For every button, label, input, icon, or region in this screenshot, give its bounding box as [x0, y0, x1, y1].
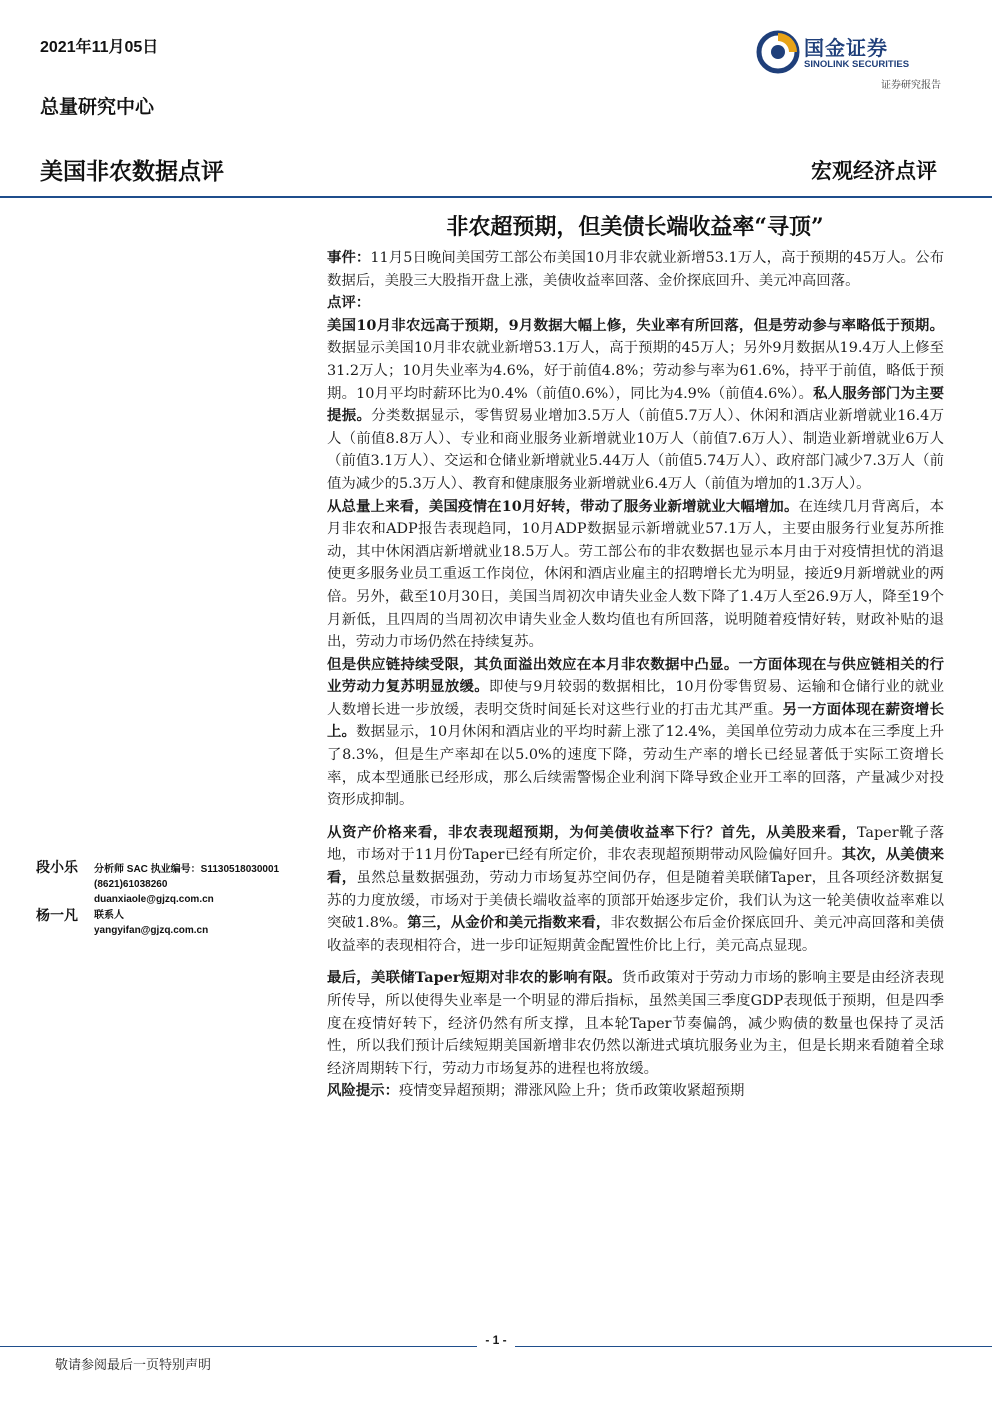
paragraph-text: 分类数据显示，零售贸易业增加3.5万人（前值5.7万人）、休闲和酒店业新增就业16.4万人（前值8.8万人）、专业和商业服务业新增就业10万人（前值7.6万人）、制造业新增就业6万人（前值3.1万人）、交运和仓储业新增就业5.44万人（前值5.74万人）、政府部门减少7.3万人（前值为减少的5.3万人）、教育和健康服务业新增就业6.4万人（前值为增加的1.3万人）。	[327, 408, 944, 492]
logo-subtitle: 证券研究报告	[881, 80, 941, 91]
analyst-sac: 分析师 SAC 执业编号：S1130518030001	[94, 864, 280, 875]
paragraph-lead: 私人服务部门为主要提振。	[327, 384, 944, 425]
analyst-name: 段小乐	[36, 860, 78, 876]
logo-english: SINOLINK SECURITIES	[804, 59, 910, 70]
paragraph-text: 11月5日晚间美国劳工部公布美国10月非农就业新增53.1万人，高于预期的45万人。公布数据后，美股三大股指开盘上涨，美债收益率回落、金价探底回升、美元冲高回落。	[327, 250, 944, 289]
paragraph-gap	[327, 957, 944, 967]
paragraph-text: Taper靴子落地，市场对于11月份Taper已经有所定价，非农表现超预期带动风险偏好回升。	[327, 824, 944, 864]
paragraph-lead: 从总量上来看，美国疫情在10月好转，带动了服务业新增就业大幅增加。	[327, 497, 799, 515]
contact-name: 杨一凡	[36, 908, 78, 924]
report-body	[327, 247, 944, 1103]
logo-mark-icon	[756, 30, 800, 74]
paragraph-text: 数据显示，10月休闲和酒店业的平均时薪上涨了12.4%，美国单位劳动力成本在三季度上升了8.3%，但是生产率却在以5.0%的速度下降，劳动生产率的增长已经显著低于实际工资增长率，成本型通胀已经形成，那么后续需警惕企业利润下降导致企业开工率的回落，产量减少对投资形成抑制。	[327, 724, 944, 809]
paragraph-text: 虽然总量数据强劲，劳动力市场复苏空间仍存，但是随着美联储Taper，且各项经济数据复苏的力度放缓，市场对于美债长端收益率的顶部开始逐步定价，我们认为这一轮美债收益率难以突破1.8%。	[327, 870, 944, 932]
analyst-email: duanxiaole@gjzq.com.cn	[94, 894, 214, 905]
paragraph-text: 即使与9月较弱的数据相比，10月份零售贸易、运输和仓储行业的就业人数增长进一步放缓，表明交货时间延长对这些行业的打击尤其严重。	[327, 679, 944, 718]
company-logo	[756, 30, 956, 92]
paragraph	[327, 822, 944, 958]
logo-name: 国金证券	[804, 36, 888, 60]
main-title: 非农超预期，但美债长端收益率“寻顶”	[446, 214, 824, 240]
paragraph-lead: 从资产价格来看，非农表现超预期，为何美债收益率下行？首先，从美股来看，	[327, 823, 857, 841]
footer-disclaimer: 敬请参阅最后一页特别声明	[55, 1358, 212, 1373]
paragraph-text: 货币政策对于劳动力市场的影响主要是由经济表现所传导，所以使得失业率是一个明显的滞后指标，虽然美国三季度GDP表现低于预期，但是四季度在疫情好转下，经济仍然有所支撑，且本轮Taper节奏偏鸽，减少购债的数量也保持了灵活性，所以我们预计后续短期美国新增非农仍然以渐进式填坑服务业为主，但是长期来看随着全球经济周期转下行，劳动力市场复苏的进程也将放缓。	[327, 970, 944, 1077]
report-title: 美国非农数据点评	[40, 158, 224, 184]
paragraph-lead: 美国10月非农远高于预期，9月数据大幅上修，失业率有所回落，但是劳动参与率略低于预期。	[327, 316, 944, 334]
paragraph-text: 在连续几月背离后，本月非农和ADP报告表现趋同，10月ADP数据显示新增就业57.1万人，主要由服务行业复苏所推动，其中休闲酒店新增就业18.5万人。劳工部公布的非农数据也显示本月由于对疫情担忧的消退使更多服务业员工重返工作岗位，休闲和酒店业雇主的招聘增长尤为明显，接近9月新增就业的两倍。另外，截至10月30日，美国当周初次申请失业金人数下降了1.4万人至26.9万人，降至19个月新低，且四周的当周初次申请失业金人数均值也有所回落，说明随着疫情好转，财政补贴的退出，劳动力市场仍然在持续复苏。	[327, 498, 944, 651]
contact-role: 联系人	[94, 910, 124, 921]
paragraph-lead: 点评：	[327, 294, 371, 312]
report-type: 宏观经济点评	[811, 158, 937, 183]
paragraph-text: 数据显示美国10月非农就业新增53.1万人，高于预期的45万人；另外9月数据从19.4万人上修至31.2万人；10月失业率为4.6%，好于前值4.8%；劳动参与率为61.6%，持平于前值，略低于预期。10月平均时薪环比为0.4%（前值0.6%），同比为4.9%（前值4.6%）。	[327, 340, 944, 402]
paragraph-lead: 第三，从金价和美元指数来看，	[407, 914, 611, 932]
paragraph-text: 非农数据公布后金价探底回升、美元冲高回落和美债收益率的表现相符合，进一步印证短期黄金配置性价比上行，美元高点显现。	[327, 915, 944, 954]
paragraph-lead: 风险提示：	[327, 1082, 399, 1100]
paragraph-gap	[327, 812, 944, 822]
paragraph-lead: 但是供应链持续受限，其负面溢出效应在本月非农数据中凸显。一方面体现在与供应链相关的行业劳动力复苏明显放缓。	[327, 655, 944, 696]
paragraph-lead: 另一方面体现在薪资增长上。	[327, 700, 944, 741]
paragraph-text: 疫情变异超预期；滞涨风险上升；货币政策收紧超预期	[398, 1083, 745, 1100]
paragraph-lead: 最后，美联储Taper短期对非农的影响有限。	[327, 969, 622, 987]
contact-email: yangyifan@gjzq.com.cn	[94, 925, 209, 936]
analyst-phone: (8621)61038260	[94, 879, 168, 890]
analyst-details	[94, 862, 279, 907]
report-date: 2021年11月05日	[40, 39, 159, 56]
page-number: - 1 -	[0, 1333, 992, 1347]
paragraph	[327, 247, 944, 292]
paragraph-lead: 其次，从美债来看，	[327, 846, 944, 887]
paragraph	[327, 496, 944, 654]
paragraph-lead: 事件：	[327, 249, 371, 266]
paragraph	[327, 315, 944, 496]
department-name: 总量研究中心	[40, 96, 155, 118]
paragraph	[327, 1080, 944, 1103]
paragraph	[327, 967, 944, 1080]
header-divider	[0, 196, 992, 198]
paragraph	[327, 654, 944, 812]
paragraph	[327, 292, 944, 315]
